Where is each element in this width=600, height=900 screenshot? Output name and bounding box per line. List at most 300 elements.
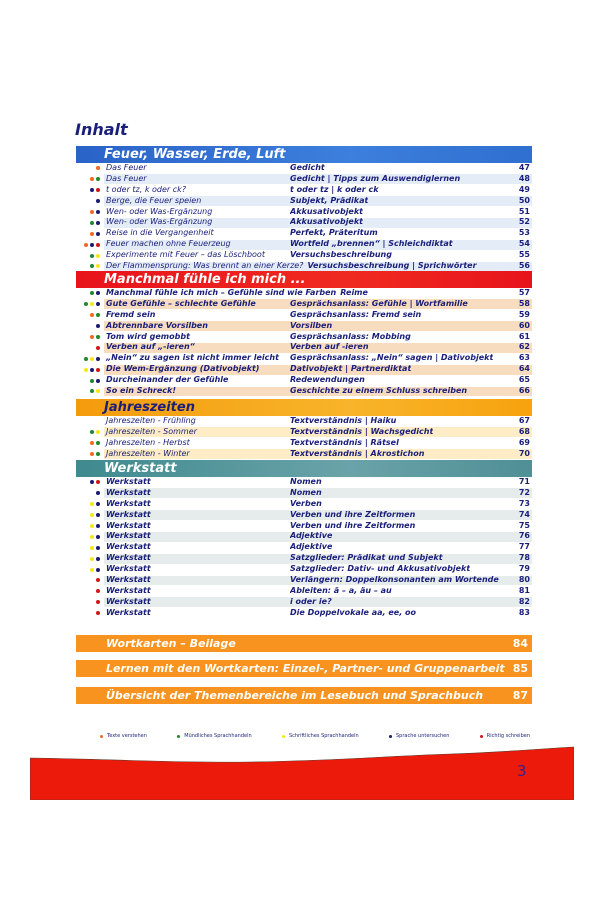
entry-content [106, 353, 514, 364]
entry-content [106, 564, 514, 575]
legend-label: Texte verstehen [107, 733, 147, 739]
legend-item [177, 733, 251, 739]
category-dot-icon [90, 368, 94, 372]
section-heading: Feuer, Wasser, Erde, Luft [76, 146, 532, 163]
category-dots [96, 163, 100, 174]
toc-row[interactable] [76, 217, 532, 228]
entry-content [106, 608, 514, 619]
entry-title: So ein Schreck! [106, 386, 176, 396]
toc-row[interactable] [76, 427, 532, 438]
entry-page-number: 62 [518, 342, 530, 352]
category-dot-icon [96, 368, 100, 372]
entry-topic: Gesprächsanlass: Fremd sein [290, 309, 422, 319]
category-dot-icon [84, 302, 88, 306]
category-dot-icon [90, 357, 94, 361]
entry-topic: Textverständnis | Wachsgedicht [290, 426, 434, 436]
toc-row[interactable] [76, 416, 532, 427]
toc-row[interactable] [76, 553, 532, 564]
legend-item [282, 733, 359, 739]
entry-title: Durcheinander der Gefühle [106, 375, 229, 385]
category-dots [90, 217, 100, 228]
entry-page-number: 55 [518, 250, 530, 260]
category-dot-icon [90, 441, 94, 445]
category-dot-icon [96, 346, 100, 350]
entry-page-number: 65 [518, 375, 530, 385]
entry-page-number: 54 [518, 239, 530, 249]
entry-title: Manchmal fühle ich mich – Gefühle sind wie Farben [106, 288, 337, 297]
entry-title: Werkstatt [106, 520, 151, 530]
entry-topic: Wortfeld „brennen“ | Schleichdiktat [290, 239, 453, 249]
category-dot-icon [90, 379, 94, 383]
category-dots [90, 174, 100, 185]
category-dots [90, 542, 100, 553]
toc-row[interactable] [76, 386, 532, 397]
entry-page-number: 82 [518, 596, 530, 606]
toc-row[interactable] [76, 564, 532, 575]
entry-title: Experimente mit Feuer – das Löschboot [106, 250, 265, 260]
entry-content [106, 288, 514, 299]
category-dot-icon [96, 324, 100, 328]
category-dots [90, 375, 100, 386]
category-dot-icon [96, 578, 100, 582]
category-dots [90, 449, 100, 460]
entry-topic: Versuchsbeschreibung | Sprichwörter [307, 261, 477, 271]
entry-page-number: 63 [518, 353, 530, 363]
entry-title: Der Flammensprung: Was brennt an einer Kerze? [106, 261, 304, 271]
category-dot-icon [96, 232, 100, 236]
entry-page-number: 60 [518, 320, 530, 330]
entry-title: Werkstatt [106, 596, 151, 606]
entry-content [106, 521, 514, 532]
entry-page-number: 71 [518, 477, 530, 486]
entry-content [106, 250, 514, 261]
entry-content [106, 174, 514, 185]
toc-row[interactable] [76, 364, 532, 375]
entry-topic: Verben [290, 498, 322, 508]
footer-wave [30, 747, 574, 800]
entry-content [106, 499, 514, 510]
toc-row[interactable] [76, 196, 532, 207]
toc-row[interactable] [76, 239, 532, 250]
category-dot-icon [96, 357, 100, 361]
category-dots [84, 299, 100, 310]
category-dot-icon [90, 502, 94, 506]
category-dot-icon [96, 535, 100, 539]
entry-topic: Gedicht [290, 163, 325, 172]
entry-content [106, 386, 514, 397]
entry-topic: Verben und ihre Zeitformen [290, 509, 416, 519]
toc-section [76, 146, 532, 272]
category-dots [90, 185, 100, 196]
category-dot-icon [90, 177, 94, 181]
legend-dot-icon [480, 735, 483, 738]
category-dot-icon [96, 546, 100, 550]
entry-topic: Ableiten: ä – a, äu – au [290, 585, 392, 595]
category-dots [84, 353, 100, 364]
entry-topic: Vorsilben [290, 320, 333, 330]
category-dots [84, 364, 100, 375]
toc-row[interactable] [76, 575, 532, 586]
entry-title: Berge, die Feuer speien [106, 195, 202, 205]
category-dot-icon [96, 430, 100, 434]
section-bar-page: 85 [512, 662, 528, 675]
category-dot-icon [90, 243, 94, 247]
toc-row[interactable] [76, 185, 532, 196]
entry-content [106, 477, 514, 488]
toc-row[interactable] [76, 163, 532, 174]
entry-topic: Die Doppelvokale aa, ee, oo [290, 607, 417, 617]
category-dot-icon [96, 491, 100, 495]
category-dot-icon [90, 557, 94, 561]
section-bar[interactable] [76, 635, 532, 652]
entry-topic: i oder ie? [290, 596, 332, 606]
category-dot-icon [96, 452, 100, 456]
category-dot-icon [96, 589, 100, 593]
section-heading: Werkstatt [76, 460, 532, 477]
entry-topic: Redewendungen [290, 375, 365, 385]
category-dots [90, 564, 100, 575]
legend-label: Sprache untersuchen [396, 733, 450, 739]
legend-dot-icon [389, 735, 392, 738]
category-dot-icon [90, 254, 94, 258]
entry-content [106, 321, 514, 332]
entry-title: Wen- oder Was-Ergänzung [106, 206, 213, 216]
entry-topic: Gesprächsanlass: Mobbing [290, 331, 411, 341]
entry-page-number: 73 [518, 498, 530, 508]
entry-content [106, 531, 514, 542]
toc-section [76, 460, 532, 619]
category-dot-icon [84, 357, 88, 361]
entry-title: Feuer machen ohne Feuerzeug [106, 239, 231, 249]
entry-page-number: 68 [518, 426, 530, 436]
category-dot-icon [90, 524, 94, 528]
toc-row[interactable] [76, 310, 532, 321]
category-dots [90, 521, 100, 532]
entry-title: Werkstatt [106, 509, 151, 519]
category-dot-icon [96, 600, 100, 604]
toc-row[interactable] [76, 586, 532, 597]
category-dots [90, 477, 100, 488]
category-dot-icon [90, 302, 94, 306]
category-dot-icon [90, 264, 94, 268]
toc-row[interactable] [76, 608, 532, 619]
category-dot-icon [90, 568, 94, 572]
category-dot-icon [90, 221, 94, 225]
entry-topic: Perfekt, Präteritum [290, 228, 378, 238]
entry-topic: Geschichte zu einem Schluss schreiben [290, 386, 468, 396]
entry-content [106, 488, 514, 499]
category-dot-icon [96, 379, 100, 383]
category-dot-icon [90, 535, 94, 539]
entry-page-number: 58 [518, 298, 530, 308]
category-dots [96, 586, 100, 597]
legend [100, 733, 530, 739]
entry-content [106, 510, 514, 521]
toc-row[interactable] [76, 597, 532, 608]
toc-row[interactable] [76, 228, 532, 239]
category-dots [90, 288, 100, 299]
category-dot-icon [90, 430, 94, 434]
section-heading: Manchmal fühle ich mich ... [76, 271, 532, 288]
category-dot-icon [96, 166, 100, 170]
toc-row[interactable] [76, 207, 532, 218]
category-dots [90, 553, 100, 564]
section-bar-page: 87 [512, 689, 528, 702]
entry-page-number: 49 [518, 184, 530, 194]
section-bar-label: Übersicht der Themenbereiche im Lesebuch und Sprachbuch [106, 689, 484, 702]
entry-title: Jahreszeiten - Frühling [106, 416, 196, 425]
entry-topic: Subjekt, Prädikat [290, 195, 369, 205]
entry-page-number: 76 [518, 531, 530, 541]
entry-content [106, 542, 514, 553]
entry-title: Abtrennbare Vorsilben [106, 320, 208, 330]
entry-title: Verben auf „-ieren“ [106, 342, 195, 352]
entry-title: „Nein“ zu sagen ist nicht immer leicht [106, 353, 279, 363]
toc-row[interactable] [76, 174, 532, 185]
category-dots [96, 488, 100, 499]
entry-topic: t oder tz | k oder ck [290, 184, 379, 194]
entry-page-number: 81 [518, 585, 530, 595]
entry-topic: Nomen [290, 477, 322, 486]
entry-topic: Akkusativobjekt [290, 206, 364, 216]
toc-row[interactable] [76, 488, 532, 499]
toc-row[interactable] [76, 375, 532, 386]
entry-title: Jahreszeiten - Herbst [106, 437, 190, 447]
entry-topic: Gesprächsanlass: Gefühle | Wortfamilie [290, 298, 468, 308]
entry-title: Werkstatt [106, 487, 151, 497]
entry-title: Gute Gefühle – schlechte Gefühle [106, 298, 256, 308]
legend-item [100, 733, 147, 739]
section-bar[interactable] [76, 687, 532, 704]
category-dot-icon [96, 302, 100, 306]
entry-topic: Adjektive [290, 531, 333, 541]
entry-page-number: 48 [518, 173, 530, 183]
legend-label: Richtig schreiben [486, 733, 530, 739]
entry-topic: Textverständnis | Rätsel [290, 437, 399, 447]
entry-title: t oder tz, k oder ck? [106, 184, 187, 194]
entry-content [106, 586, 514, 597]
entry-title: Werkstatt [106, 585, 151, 595]
section-bar-label: Lernen mit den Wortkarten: Einzel-, Partner- und Gruppenarbeit [106, 662, 505, 675]
category-dot-icon [96, 568, 100, 572]
entry-page-number: 57 [518, 288, 530, 297]
entry-content [106, 375, 514, 386]
entry-page-number: 77 [518, 542, 530, 552]
category-dot-icon [96, 389, 100, 393]
legend-dot-icon [282, 735, 285, 738]
section-bar[interactable] [76, 660, 532, 677]
category-dots [96, 597, 100, 608]
category-dot-icon [96, 480, 100, 484]
category-dots [90, 228, 100, 239]
entry-topic: Reime [340, 288, 368, 297]
entry-title: Jahreszeiten - Winter [106, 448, 190, 458]
category-dots [90, 386, 100, 397]
entry-page-number: 47 [518, 163, 530, 172]
entry-topic: Textverständnis | Akrostichon [290, 448, 425, 458]
toc-row[interactable] [76, 332, 532, 343]
entry-content [106, 364, 514, 375]
entry-page-number: 79 [518, 564, 530, 574]
category-dot-icon [96, 264, 100, 268]
toc-row[interactable] [76, 342, 532, 353]
category-dot-icon [96, 335, 100, 339]
entry-content [106, 239, 514, 250]
entry-content [106, 163, 514, 174]
entry-content [106, 196, 514, 207]
entry-title: Fremd sein [106, 309, 156, 319]
category-dot-icon [96, 313, 100, 317]
entry-title: Werkstatt [106, 498, 151, 508]
category-dots [90, 499, 100, 510]
category-dot-icon [84, 368, 88, 372]
entry-content [106, 207, 514, 218]
toc-row[interactable] [76, 438, 532, 449]
category-dots [90, 310, 100, 321]
legend-item [480, 733, 530, 739]
category-dot-icon [96, 513, 100, 517]
category-dot-icon [96, 524, 100, 528]
toc-row[interactable] [76, 521, 532, 532]
entry-content [106, 310, 514, 321]
category-dot-icon [90, 335, 94, 339]
entry-page-number: 72 [518, 487, 530, 497]
category-dot-icon [90, 452, 94, 456]
category-dot-icon [96, 611, 100, 615]
entry-topic: Nomen [290, 487, 322, 497]
toc-row[interactable] [76, 499, 532, 510]
entry-title: Werkstatt [106, 564, 151, 574]
toc-row[interactable] [76, 449, 532, 460]
category-dot-icon [96, 291, 100, 295]
entry-page-number: 75 [518, 520, 530, 530]
section-heading: Jahreszeiten [76, 399, 532, 416]
entry-page-number: 74 [518, 509, 530, 519]
entry-content [106, 185, 514, 196]
category-dot-icon [90, 546, 94, 550]
entry-content [106, 332, 514, 343]
entry-content [106, 299, 514, 310]
category-dot-icon [96, 188, 100, 192]
entry-page-number: 70 [518, 448, 530, 458]
category-dots [90, 510, 100, 521]
category-dots [90, 438, 100, 449]
entry-content [106, 438, 514, 449]
toc-row[interactable] [76, 542, 532, 553]
category-dot-icon [96, 199, 100, 203]
entry-title: Das Feuer [106, 173, 147, 183]
category-dot-icon [90, 480, 94, 484]
toc-row[interactable] [76, 288, 532, 299]
entry-topic: Dativobjekt | Partnerdiktat [290, 364, 412, 374]
entry-title: Werkstatt [106, 542, 151, 552]
entry-title: Tom wird gemobbt [106, 331, 190, 341]
entry-topic: Gesprächsanlass: „Nein“ sagen | Dativobjekt [290, 353, 494, 363]
entry-title: Werkstatt [106, 477, 151, 486]
category-dots [96, 321, 100, 332]
entry-content [106, 427, 514, 438]
category-dots [90, 250, 100, 261]
entry-content [106, 228, 514, 239]
entry-page-number: 61 [518, 331, 530, 341]
entry-topic: Gedicht | Tipps zum Auswendiglernen [290, 173, 461, 183]
entry-page-number: 69 [518, 437, 530, 447]
page-number: 3 [517, 762, 527, 780]
entry-page-number: 51 [518, 206, 530, 216]
category-dots [96, 342, 100, 353]
entry-page-number: 83 [518, 607, 530, 617]
category-dots [90, 531, 100, 542]
entry-topic: Textverständnis | Haiku [290, 416, 397, 425]
entry-page-number: 80 [518, 575, 530, 585]
toc-row[interactable] [76, 321, 532, 332]
entry-page-number: 59 [518, 309, 530, 319]
entry-topic: Satzglieder: Prädikat und Subjekt [290, 553, 443, 563]
entry-topic: Verben auf -ieren [290, 342, 369, 352]
entry-page-number: 67 [518, 416, 530, 425]
entry-title: Das Feuer [106, 163, 147, 172]
entry-content [106, 597, 514, 608]
entry-title: Jahreszeiten - Sommer [106, 426, 197, 436]
category-dots [96, 196, 100, 207]
category-dot-icon [96, 441, 100, 445]
entry-page-number: 66 [518, 386, 530, 396]
footer-band [30, 745, 574, 800]
category-dots [96, 575, 100, 586]
entry-title: Werkstatt [106, 531, 151, 541]
category-dot-icon [90, 188, 94, 192]
toc-section [76, 271, 532, 397]
entry-content [106, 342, 514, 353]
entry-page-number: 56 [518, 261, 530, 271]
entry-title: Reise in die Vergangenheit [106, 228, 214, 238]
toc-row[interactable] [76, 299, 532, 310]
category-dot-icon [96, 502, 100, 506]
category-dot-icon [90, 291, 94, 295]
category-dot-icon [90, 389, 94, 393]
entry-topic: Verben und ihre Zeitformen [290, 520, 416, 530]
category-dot-icon [90, 232, 94, 236]
category-dots [84, 239, 100, 250]
category-dots [96, 608, 100, 619]
entry-page-number: 64 [518, 364, 530, 374]
section-bar-label: Wortkarten – Beilage [106, 637, 236, 650]
category-dot-icon [96, 221, 100, 225]
entry-content [106, 217, 514, 228]
entry-title: Werkstatt [106, 575, 151, 585]
entry-topic: Akkusativobjekt [290, 217, 364, 227]
entry-page-number: 53 [518, 228, 530, 238]
toc-row[interactable] [76, 477, 532, 488]
category-dot-icon [96, 177, 100, 181]
category-dot-icon [84, 243, 88, 247]
entry-page-number: 78 [518, 553, 530, 563]
toc-row[interactable] [76, 353, 532, 364]
category-dots [90, 332, 100, 343]
toc-row[interactable] [76, 531, 532, 542]
entry-page-number: 50 [518, 195, 530, 205]
toc-section [76, 399, 532, 460]
entry-topic: Satzglieder: Dativ- und Akkusativobjekt [290, 564, 471, 574]
entry-topic: Versuchsbeschreibung [290, 250, 392, 260]
category-dot-icon [90, 313, 94, 317]
page-title: Inhalt [75, 120, 128, 139]
toc-row[interactable] [76, 250, 532, 261]
category-dot-icon [90, 210, 94, 214]
legend-dot-icon [177, 735, 180, 738]
toc-row[interactable] [76, 510, 532, 521]
category-dot-icon [96, 210, 100, 214]
